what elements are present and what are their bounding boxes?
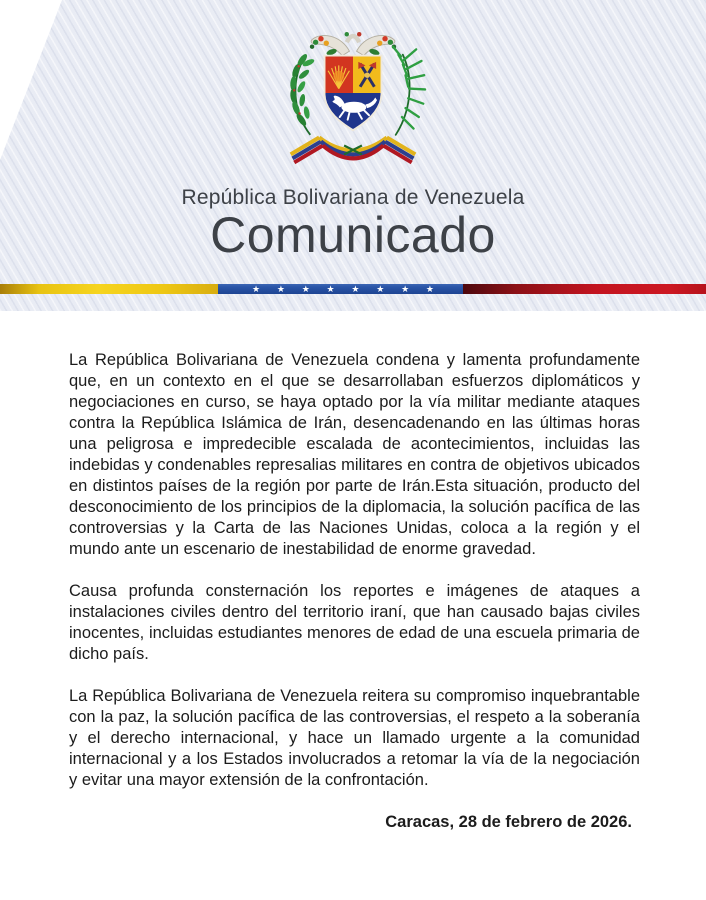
cornucopia-icon: [310, 32, 396, 56]
paragraph-2: Causa profunda consternación los reportes e imágenes de ataques a instalaciones civiles dentro del territorio iraní, que han causado bajas civiles inocentes, incluidas estudiantes menores de edad de una escuela primaria de dicho país.: [69, 582, 640, 663]
communique-body: [69, 350, 640, 833]
page-title: Comunicado: [210, 207, 496, 263]
star-icon: ★: [326, 284, 335, 294]
star-icon: ★: [301, 284, 310, 294]
star-icon: ★: [351, 284, 360, 294]
flag-band-red: [463, 284, 706, 294]
star-icon: ★: [425, 284, 434, 294]
paragraph-3: La República Bolivariana de Venezuela reitera su compromiso inquebrantable con la paz, la solución pacífica de las controversias, el respeto a la soberanía y el derecho internacional, y hace un llamado urgente a la comunidad internacional y a los Estados involucrados a retomar la vía de la negociación y evitar una mayor extensión de la confrontación.: [69, 687, 640, 789]
flag-band-stars: [252, 284, 434, 294]
venezuela-coat-of-arms-icon: [255, 12, 451, 190]
laurel-branch-icon: [290, 52, 316, 134]
star-icon: ★: [376, 284, 385, 294]
flag-band: [0, 284, 706, 294]
palm-branch-icon: [393, 47, 425, 135]
star-icon: ★: [252, 284, 261, 294]
corner-highlight: [0, 0, 62, 160]
flag-band-yellow: [0, 284, 218, 294]
dateline: Caracas, 28 de febrero de 2026.: [385, 813, 632, 831]
country-name: República Bolivariana de Venezuela: [181, 186, 525, 209]
star-icon: ★: [401, 284, 410, 294]
shield-icon: [325, 56, 382, 131]
paragraph-1: La República Bolivariana de Venezuela condena y lamenta profundamente que, en un contexto en el que se desarrollaban esfuerzos diplomáticos y negociaciones en curso, se haya optado por la vía militar mediante ataques contra la República Islámica de Irán, desencadenando en las últimas horas una peligrosa e impredecible escalada de acontecimientos, incluidas las indebidas y condenables represalias militares en contra de objetivos ubicados en distintos países de la región por parte de Irán.Esta situación, producto del desconocimiento de los principios de la diplomacia, la solución pacífica de las controversias y la Carta de las Naciones Unidas, coloca a la región y el mundo ante un escenario de inestabilidad de enorme gravedad.: [69, 351, 640, 558]
star-icon: ★: [276, 284, 285, 294]
document-header: [0, 0, 706, 311]
ribbon-icon: [291, 137, 416, 162]
